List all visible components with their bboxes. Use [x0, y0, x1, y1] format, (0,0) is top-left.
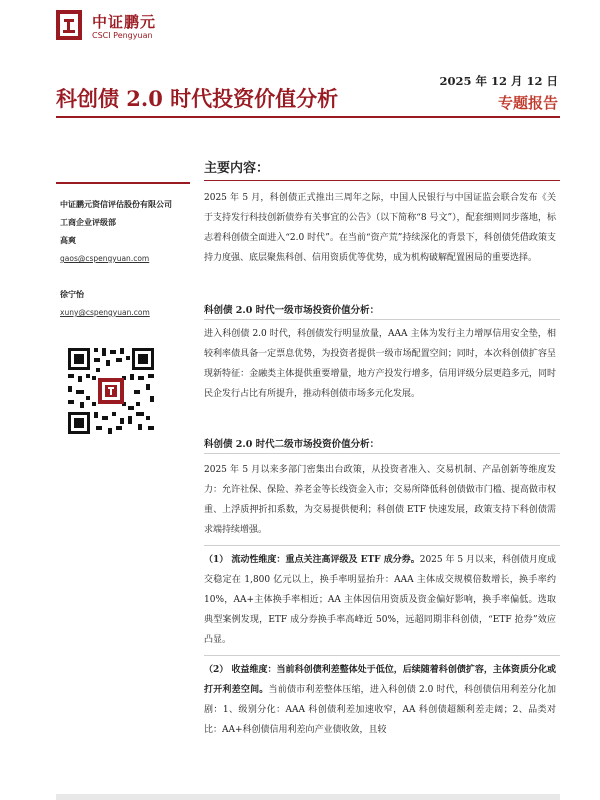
author-info: [60, 196, 192, 322]
page-footer-bar: [56, 794, 560, 800]
point1-paragraph: [204, 550, 556, 650]
analyst-email-link[interactable]: xuny@cspengyuan.com: [60, 308, 150, 317]
org-name: 中证鹏元资信评估股份有限公司: [60, 200, 172, 209]
analyst-name: 高爽: [60, 236, 76, 245]
report-date: 2025 年 12 月 12 日: [439, 74, 558, 88]
intro-paragraph: 2025 年 5 月，科创债正式推出三周年之际，中国人民银行与中国证监会联合发布《关于支持发行科技创新债券有关事宜的公告》（以下简称“8 号文”），配套细则同步落地，标志着科创债全面进入“2.0 时代”。在当前“资产荒”持续深化的背景下，科创债凭借政策支持力度强、底层聚焦科创、信用资质优等优势，成为机构破解配置困局的重要选择。: [204, 193, 556, 263]
point2-text: 当前债市利差整体压缩，进入科创债 2.0 时代，科创债信用利差分化加剧：1、级别分化：AAA 科创债利差加速收窄，AA 科创债超额利差走阔；2、品类对比：AA+科创债信用利差向产业债收敛，且较: [204, 685, 556, 735]
main-heading: 主要内容：: [204, 161, 270, 176]
point2-paragraph: [204, 660, 556, 740]
logo-mark-icon: [56, 10, 82, 40]
qr-code-icon: [66, 346, 156, 436]
title-divider: [56, 116, 560, 118]
logo-text-en: CSCI Pengyuan: [92, 31, 153, 40]
analyst-email-link[interactable]: gaos@cspengyuan.com: [60, 254, 150, 263]
logo-text-cn: 中证鹏元: [92, 13, 157, 31]
company-logo: [56, 6, 216, 46]
section2-paragraph: 2025 年 5 月以来多部门密集出台政策，从投资者准入、交易机制、产品创新等维度发力：允许社保、保险、养老金等长线资金入市；交易所降低科创债做市门槛、提高做市权重、上浮质押折扣系数，为交易提供便利；科创债 ETF 快速发展，政策支持下科创债需求端持续增强。: [204, 465, 556, 535]
section-divider: [204, 453, 560, 454]
section-divider: [204, 319, 560, 320]
report-type: 专题报告: [497, 94, 558, 112]
main-divider: [204, 180, 560, 181]
analyst-name: 徐宁怡: [60, 290, 84, 299]
point1-text: 2025 年 5 月以来，科创债月度成交稳定在 1,800 亿元以上，换手率明显抬升：AAA 主体成交规模倍数增长，换手率约 10%，AA+主体换手率相近；AA 主体因信用资质及资金偏好影响，换手率偏低。选取典型案例发现，ETF 成分券换手率高峰近 50%，远超同期非科创债，“ETF 抢券”效应凸显。: [204, 555, 556, 645]
section-title-primary-market: 科创债 2.0 时代一级市场投资价值分析：: [204, 305, 380, 316]
section-divider: [204, 545, 560, 546]
section1-paragraph: 进入科创债 2.0 时代，科创债发行明显放量，AAA 主体为发行主力增厚信用安全垫，相较利率债具备一定票息优势，为投资者提供一级市场配置空间；同时，本次科创债扩容呈现新特征：金融类主体提供重要增量，地方产投发行增多，信用评级分层更趋多元，同时民企发行占比有所提升，推动科创债市场多元化发展。: [204, 329, 556, 399]
sidebar-divider: [56, 182, 190, 184]
point2-label: （2） 收益维度：当前科创债利差整体处于低位，后续随着科创债扩容，主体资质分化或打开利差空间。: [204, 665, 556, 695]
report-title: 科创债 2.0 时代投资价值分析: [56, 86, 339, 111]
section-divider: [204, 655, 560, 656]
dept-name: 工商企业评级部: [60, 218, 116, 227]
section-title-secondary-market: 科创债 2.0 时代二级市场投资价值分析：: [204, 439, 380, 450]
point1-label: （1） 流动性维度：重点关注高评级及 ETF 成分券。: [204, 555, 420, 565]
